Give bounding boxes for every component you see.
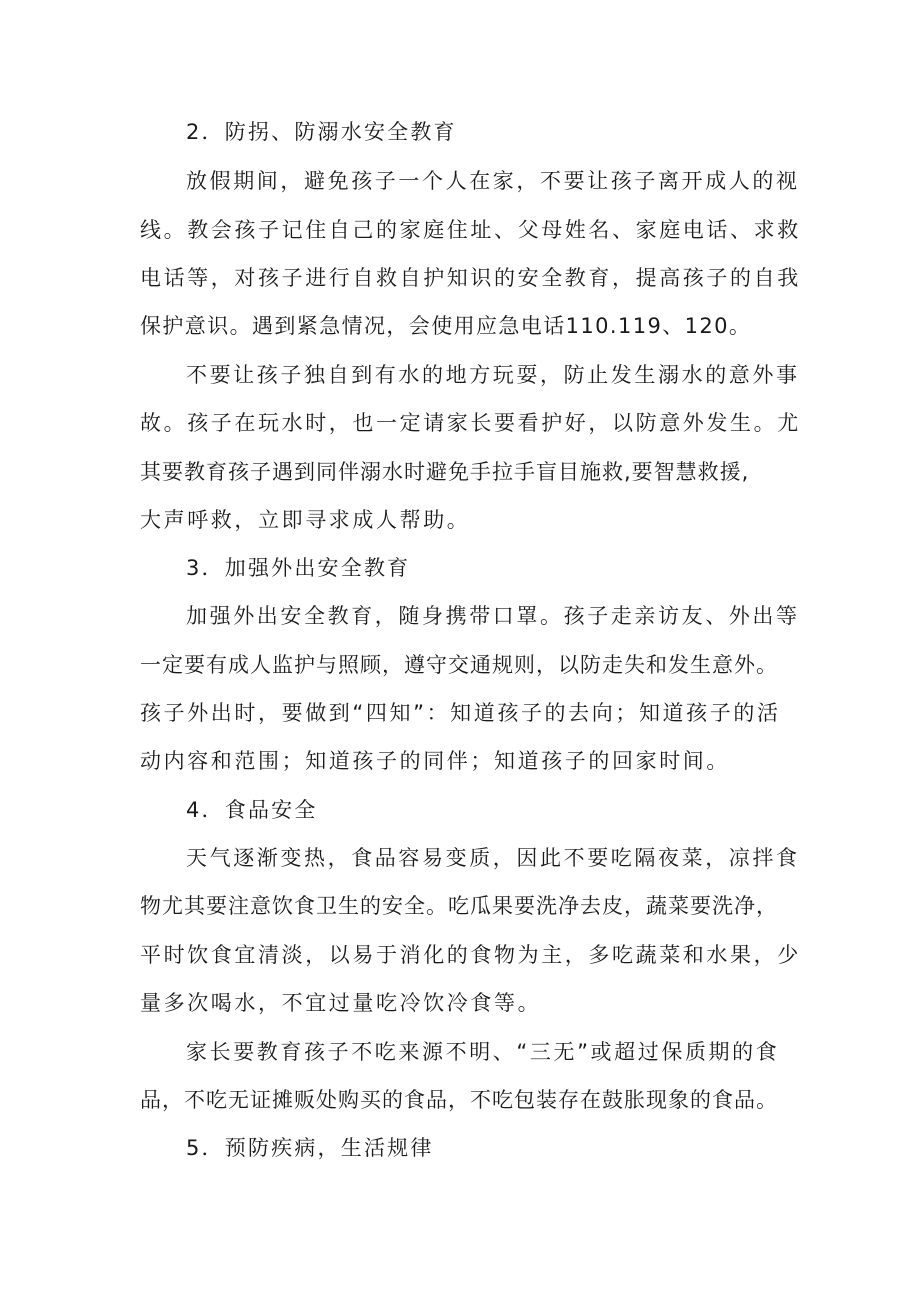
section-heading-food-safety: 4．食品安全 <box>186 798 318 822</box>
paragraph-line: 平时饮食宜清淡，以易于消化的食物为主，多吃蔬菜和水果，少 <box>140 943 801 967</box>
paragraph-line: 天气逐渐变热，食品容易变质，因此不要吃隔夜菜，凉拌食 <box>186 846 800 870</box>
section-heading-anti-abduction-drowning: 2．防拐、防溺水安全教育 <box>186 120 457 144</box>
paragraph-line: 其要教育孩子遇到同伴溺水时避免手拉手盲目施救,要智慧救援, <box>140 460 750 484</box>
paragraph-line: 故。孩子在玩水时，也一定请家长要看护好，以防意外发生。尤 <box>140 411 801 435</box>
paragraph-line: 孩子外出时，要做到“四知”：知道孩子的去向；知道孩子的活 <box>140 701 781 725</box>
paragraph-line: 加强外出安全教育，随身携带口罩。孩子走亲访友、外出等 <box>186 604 800 628</box>
paragraph-line: 品，不吃无证摊贩处购买的食品，不吃包装存在鼓胀现象的食品。 <box>140 1088 778 1112</box>
paragraph-line: 量多次喝水，不宜过量吃冷饮冷食等。 <box>140 991 542 1015</box>
paragraph-line: 电话等，对孩子进行自救自护知识的安全教育，提高孩子的自我 <box>140 266 801 290</box>
paragraph-line: 线。教会孩子记住自己的家庭住址、父母姓名、家庭电话、求救 <box>140 218 801 242</box>
paragraph-line: 大声呼救，立即寻求成人帮助。 <box>140 508 471 532</box>
paragraph-line: 家长要教育孩子不吃来源不明、“三无”或超过保质期的食 <box>186 1040 780 1064</box>
paragraph-line: 动内容和范围；知道孩子的同伴；知道孩子的回家时间。 <box>140 749 730 773</box>
paragraph-line: 不要让孩子独自到有水的地方玩耍，防止发生溺水的意外事 <box>186 363 800 387</box>
section-heading-outing-safety: 3．加强外出安全教育 <box>186 556 411 580</box>
paragraph-line: 放假期间，避免孩子一个人在家，不要让孩子离开成人的视 <box>186 169 800 193</box>
paragraph-line: 保护意识。遇到紧急情况，会使用应急电话110.119、120。 <box>140 314 752 338</box>
paragraph-line: 一定要有成人监护与照顾，遵守交通规则，以防走失和发生意外。 <box>140 653 778 677</box>
paragraph-line: 物尤其要注意饮食卫生的安全。吃瓜果要洗净去皮，蔬菜要洗净， <box>140 894 778 918</box>
section-heading-disease-prevention: 5．预防疾病，生活规律 <box>186 1136 434 1160</box>
